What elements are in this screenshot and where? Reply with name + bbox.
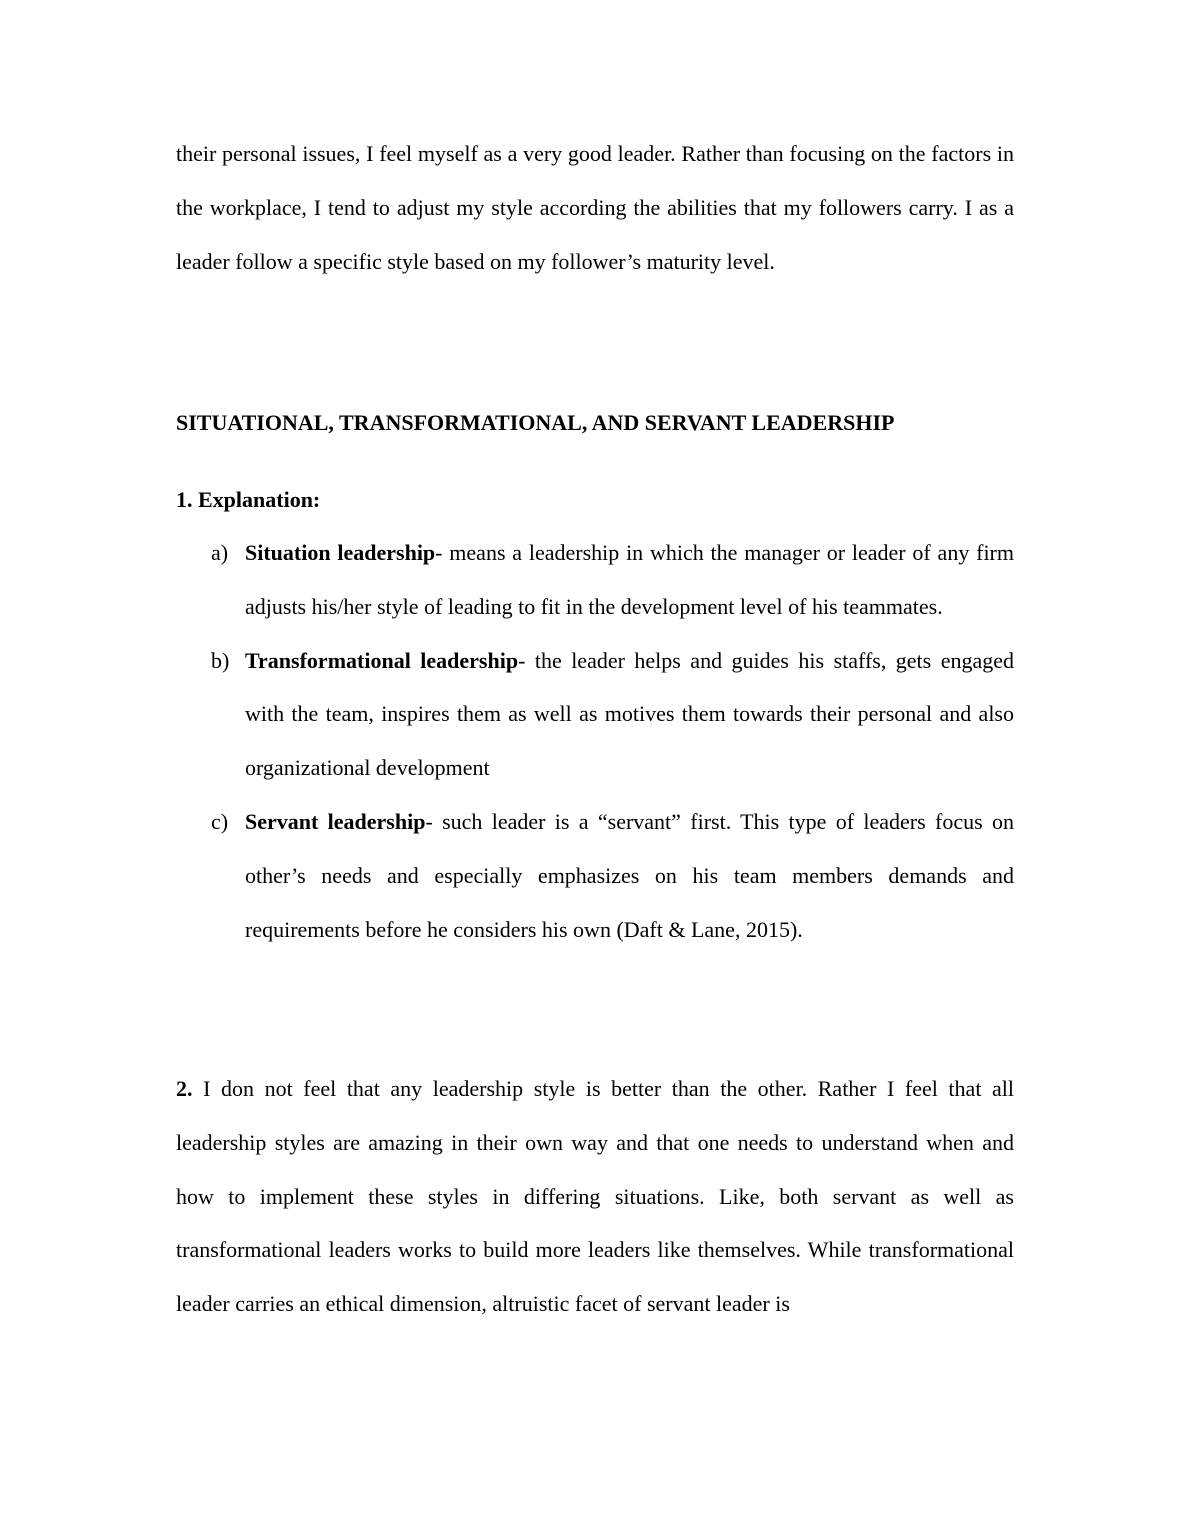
point-number: 2.: [176, 1076, 193, 1101]
list-text: - means a leadership in which the manager or leader of any firm adjusts his/her style of leading to fit in the development level of his teammates.: [245, 540, 1014, 619]
intro-paragraph: their personal issues, I feel myself as a very good leader. Rather than focusing on the factors in the workplace, I tend to adjust my style according the abilities that my followers carry. I as a leader follow a specific style based on my follower’s maturity level.: [176, 141, 1014, 274]
list-text: - the leader helps and guides his staffs, gets engaged with the team, inspires them as well as motives them towards their personal and also organizational development: [245, 647, 1014, 781]
list-text: - such leader is a “servant” first. This type of leaders focus on other’s needs and especially emphasizes on his team members demands and requirements before he considers his own (Daft & Lane, 2015).: [245, 808, 1014, 942]
list-marker: b): [211, 647, 230, 673]
list-term: Transformational leadership: [245, 647, 519, 673]
list-item-situation: [176, 526, 1014, 634]
list-term: Servant leadership: [245, 808, 426, 834]
point-two-paragraph: [176, 1062, 1014, 1331]
explanation-subheading: 1. Explanation:: [176, 487, 321, 512]
list-marker: a): [211, 540, 229, 565]
list-marker: c): [211, 808, 229, 834]
point-text: I don not feel that any leadership style is better than the other. Rather I feel that all leadership styles are amazing in their own way and that one needs to understand when and how to implement these styles in differing situations. Like, both servant as well as transformational leaders works to build more leaders like themselves. While transformational leader carries an ethical dimension, altruistic facet of servant leader is: [176, 1076, 1014, 1317]
list-item-servant: [176, 795, 1014, 956]
section-heading: SITUATIONAL, TRANSFORMATIONAL, AND SERVANT LEADERSHIP: [176, 410, 895, 435]
list-item-transformational: [176, 634, 1014, 795]
list-term: Situation leadership: [245, 540, 436, 565]
leadership-list: [176, 526, 1014, 956]
